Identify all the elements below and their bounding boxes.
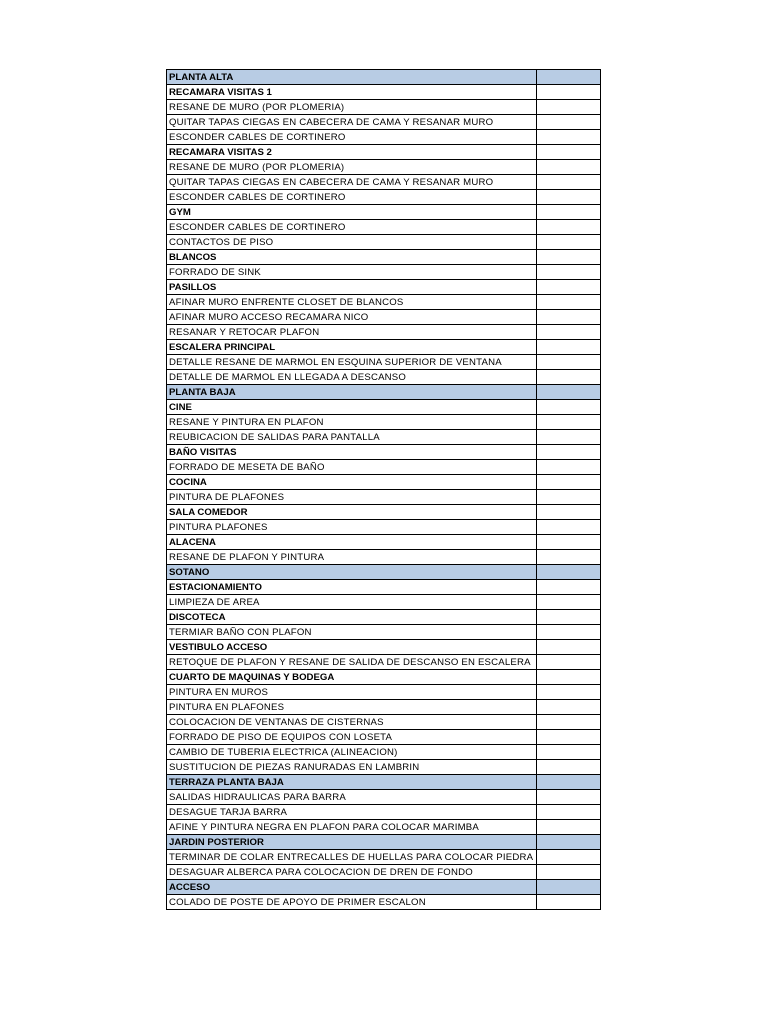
status-cell[interactable] — [537, 550, 601, 565]
task-label[interactable]: COLOCACION DE VENTANAS DE CISTERNAS — [167, 715, 537, 730]
area-heading-row — [167, 445, 601, 460]
area-heading-row — [167, 670, 601, 685]
area-label[interactable]: SALA COMEDOR — [167, 505, 537, 520]
area-label[interactable]: CUARTO DE MAQUINAS Y BODEGA — [167, 670, 537, 685]
status-cell[interactable] — [537, 805, 601, 820]
status-cell[interactable] — [537, 835, 601, 850]
status-cell[interactable] — [537, 880, 601, 895]
area-heading-row — [167, 535, 601, 550]
area-heading-row — [167, 400, 601, 415]
status-cell[interactable] — [537, 895, 601, 910]
status-cell[interactable] — [537, 535, 601, 550]
status-cell[interactable] — [537, 385, 601, 400]
task-label[interactable]: COLADO DE POSTE DE APOYO DE PRIMER ESCALON — [167, 895, 537, 910]
status-cell[interactable] — [537, 655, 601, 670]
task-row — [167, 805, 601, 820]
status-cell[interactable] — [537, 850, 601, 865]
section-row — [167, 880, 601, 895]
task-row — [167, 625, 601, 640]
task-row — [167, 325, 601, 340]
area-label[interactable]: RECAMARA VISITAS 1 — [167, 85, 537, 100]
status-cell[interactable] — [537, 715, 601, 730]
area-heading-row — [167, 250, 601, 265]
task-row — [167, 220, 601, 235]
task-row — [167, 355, 601, 370]
task-label[interactable]: PINTURA DE PLAFONES — [167, 490, 537, 505]
task-row — [167, 595, 601, 610]
task-label[interactable]: CONTACTOS DE PISO — [167, 235, 537, 250]
status-cell[interactable] — [537, 175, 601, 190]
status-cell[interactable] — [537, 430, 601, 445]
status-cell[interactable] — [537, 220, 601, 235]
task-row — [167, 760, 601, 775]
status-cell[interactable] — [537, 100, 601, 115]
area-label[interactable]: RECAMARA VISITAS 2 — [167, 145, 537, 160]
area-heading-row — [167, 475, 601, 490]
area-heading-row — [167, 145, 601, 160]
task-label[interactable]: ESCONDER CABLES DE CORTINERO — [167, 130, 537, 145]
status-cell[interactable] — [537, 685, 601, 700]
task-label[interactable]: LIMPIEZA DE AREA — [167, 595, 537, 610]
status-cell[interactable] — [537, 400, 601, 415]
status-cell[interactable] — [537, 340, 601, 355]
section-label[interactable]: JARDIN POSTERIOR — [167, 835, 537, 850]
status-cell[interactable] — [537, 820, 601, 835]
task-label[interactable]: RESANE Y PINTURA EN PLAFON — [167, 415, 537, 430]
task-row — [167, 715, 601, 730]
area-heading-row — [167, 505, 601, 520]
task-row — [167, 130, 601, 145]
task-row — [167, 685, 601, 700]
task-row — [167, 115, 601, 130]
status-cell[interactable] — [537, 205, 601, 220]
status-cell[interactable] — [537, 610, 601, 625]
area-label[interactable]: ALACENA — [167, 535, 537, 550]
task-label[interactable]: CAMBIO DE TUBERIA ELECTRICA (ALINEACION) — [167, 745, 537, 760]
area-label[interactable]: CINE — [167, 400, 537, 415]
status-cell[interactable] — [537, 625, 601, 640]
task-row — [167, 310, 601, 325]
task-label[interactable]: RESANE DE MURO (POR PLOMERIA) — [167, 160, 537, 175]
task-row — [167, 895, 601, 910]
status-cell[interactable] — [537, 250, 601, 265]
task-row — [167, 235, 601, 250]
status-cell[interactable] — [537, 700, 601, 715]
task-label[interactable]: REUBICACION DE SALIDAS PARA PANTALLA — [167, 430, 537, 445]
area-heading-row — [167, 205, 601, 220]
task-label[interactable]: RESANE DE MURO (POR PLOMERIA) — [167, 100, 537, 115]
task-row — [167, 790, 601, 805]
task-label[interactable]: DETALLE RESANE DE MARMOL EN ESQUINA SUPERIOR DE VENTANA — [167, 355, 537, 370]
status-cell[interactable] — [537, 475, 601, 490]
area-label[interactable]: ESCALERA PRINCIPAL — [167, 340, 537, 355]
section-row — [167, 835, 601, 850]
task-row — [167, 820, 601, 835]
area-label[interactable]: VESTIBULO ACCESO — [167, 640, 537, 655]
task-label[interactable]: QUITAR TAPAS CIEGAS EN CABECERA DE CAMA Y RESANAR MURO — [167, 175, 537, 190]
task-row — [167, 175, 601, 190]
status-cell[interactable] — [537, 670, 601, 685]
task-label[interactable]: FORRADO DE MESETA DE BAÑO — [167, 460, 537, 475]
task-row — [167, 520, 601, 535]
task-row — [167, 865, 601, 880]
task-label[interactable]: DESAGUE TARJA BARRA — [167, 805, 537, 820]
status-cell[interactable] — [537, 295, 601, 310]
status-cell[interactable] — [537, 355, 601, 370]
status-cell[interactable] — [537, 520, 601, 535]
status-cell[interactable] — [537, 865, 601, 880]
task-label[interactable]: RESANE DE PLAFON Y PINTURA — [167, 550, 537, 565]
task-label[interactable]: QUITAR TAPAS CIEGAS EN CABECERA DE CAMA Y RESANAR MURO — [167, 115, 537, 130]
task-label[interactable]: ESCONDER CABLES DE CORTINERO — [167, 220, 537, 235]
section-label[interactable]: PLANTA BAJA — [167, 385, 537, 400]
status-cell[interactable] — [537, 490, 601, 505]
task-row — [167, 415, 601, 430]
area-heading-row — [167, 85, 601, 100]
status-cell[interactable] — [537, 115, 601, 130]
task-row — [167, 550, 601, 565]
area-label[interactable]: COCINA — [167, 475, 537, 490]
task-row — [167, 700, 601, 715]
task-row — [167, 100, 601, 115]
status-cell[interactable] — [537, 640, 601, 655]
status-cell[interactable] — [537, 445, 601, 460]
status-cell[interactable] — [537, 760, 601, 775]
task-row — [167, 460, 601, 475]
task-label[interactable]: DETALLE DE MARMOL EN LLEGADA A DESCANSO — [167, 370, 537, 385]
status-cell[interactable] — [537, 505, 601, 520]
status-cell[interactable] — [537, 790, 601, 805]
area-label[interactable]: BAÑO VISITAS — [167, 445, 537, 460]
status-cell[interactable] — [537, 325, 601, 340]
status-cell[interactable] — [537, 280, 601, 295]
status-cell[interactable] — [537, 565, 601, 580]
area-heading-row — [167, 580, 601, 595]
task-row — [167, 745, 601, 760]
area-label[interactable]: GYM — [167, 205, 537, 220]
task-row — [167, 490, 601, 505]
area-label[interactable]: DISCOTECA — [167, 610, 537, 625]
task-label[interactable]: RESANAR Y RETOCAR PLAFON — [167, 325, 537, 340]
section-row — [167, 385, 601, 400]
area-heading-row — [167, 280, 601, 295]
status-cell[interactable] — [537, 235, 601, 250]
task-label[interactable]: TERMIAR BAÑO CON PLAFON — [167, 625, 537, 640]
status-cell[interactable] — [537, 265, 601, 280]
task-label[interactable]: TERMINAR DE COLAR ENTRECALLES DE HUELLAS PARA COLOCAR PIEDRA — [167, 850, 537, 865]
task-label[interactable]: RETOQUE DE PLAFON Y RESANE DE SALIDA DE DESCANSO EN ESCALERA — [167, 655, 537, 670]
work-list-table — [166, 69, 601, 910]
area-heading-row — [167, 340, 601, 355]
task-label[interactable]: SUSTITUCION DE PIEZAS RANURADAS EN LAMBRIN — [167, 760, 537, 775]
task-row — [167, 430, 601, 445]
area-label[interactable]: PASILLOS — [167, 280, 537, 295]
task-label[interactable]: FORRADO DE PISO DE EQUIPOS CON LOSETA — [167, 730, 537, 745]
status-cell[interactable] — [537, 85, 601, 100]
task-row — [167, 370, 601, 385]
work-list-body — [167, 70, 601, 910]
section-label[interactable]: TERRAZA PLANTA BAJA — [167, 775, 537, 790]
task-row — [167, 190, 601, 205]
area-heading-row — [167, 640, 601, 655]
task-row — [167, 655, 601, 670]
area-label[interactable]: BLANCOS — [167, 250, 537, 265]
section-label[interactable]: ACCESO — [167, 880, 537, 895]
section-label[interactable]: PLANTA ALTA — [167, 70, 537, 85]
status-cell[interactable] — [537, 595, 601, 610]
task-label[interactable]: ESCONDER CABLES DE CORTINERO — [167, 190, 537, 205]
task-label[interactable]: SALIDAS HIDRAULICAS PARA BARRA — [167, 790, 537, 805]
task-row — [167, 730, 601, 745]
section-label[interactable]: SOTANO — [167, 565, 537, 580]
status-cell[interactable] — [537, 310, 601, 325]
task-label[interactable]: AFINAR MURO ENFRENTE CLOSET DE BLANCOS — [167, 295, 537, 310]
task-row — [167, 265, 601, 280]
task-label[interactable]: PINTURA EN MUROS — [167, 685, 537, 700]
status-cell[interactable] — [537, 190, 601, 205]
status-cell[interactable] — [537, 460, 601, 475]
status-cell[interactable] — [537, 415, 601, 430]
task-row — [167, 160, 601, 175]
task-row — [167, 850, 601, 865]
area-heading-row — [167, 610, 601, 625]
status-cell[interactable] — [537, 145, 601, 160]
status-cell[interactable] — [537, 730, 601, 745]
status-cell[interactable] — [537, 745, 601, 760]
area-label[interactable]: ESTACIONAMIENTO — [167, 580, 537, 595]
task-label[interactable]: PINTURA PLAFONES — [167, 520, 537, 535]
section-row — [167, 775, 601, 790]
status-cell[interactable] — [537, 160, 601, 175]
section-row — [167, 70, 601, 85]
task-label[interactable]: DESAGUAR ALBERCA PARA COLOCACION DE DREN DE FONDO — [167, 865, 537, 880]
status-cell[interactable] — [537, 775, 601, 790]
task-label[interactable]: PINTURA EN PLAFONES — [167, 700, 537, 715]
task-label[interactable]: FORRADO DE SINK — [167, 265, 537, 280]
section-row — [167, 565, 601, 580]
task-label[interactable]: AFINE Y PINTURA NEGRA EN PLAFON PARA COLOCAR MARIMBA — [167, 820, 537, 835]
status-cell[interactable] — [537, 370, 601, 385]
status-cell[interactable] — [537, 130, 601, 145]
task-label[interactable]: AFINAR MURO ACCESO RECAMARA NICO — [167, 310, 537, 325]
status-cell[interactable] — [537, 580, 601, 595]
task-row — [167, 295, 601, 310]
status-cell[interactable] — [537, 70, 601, 85]
